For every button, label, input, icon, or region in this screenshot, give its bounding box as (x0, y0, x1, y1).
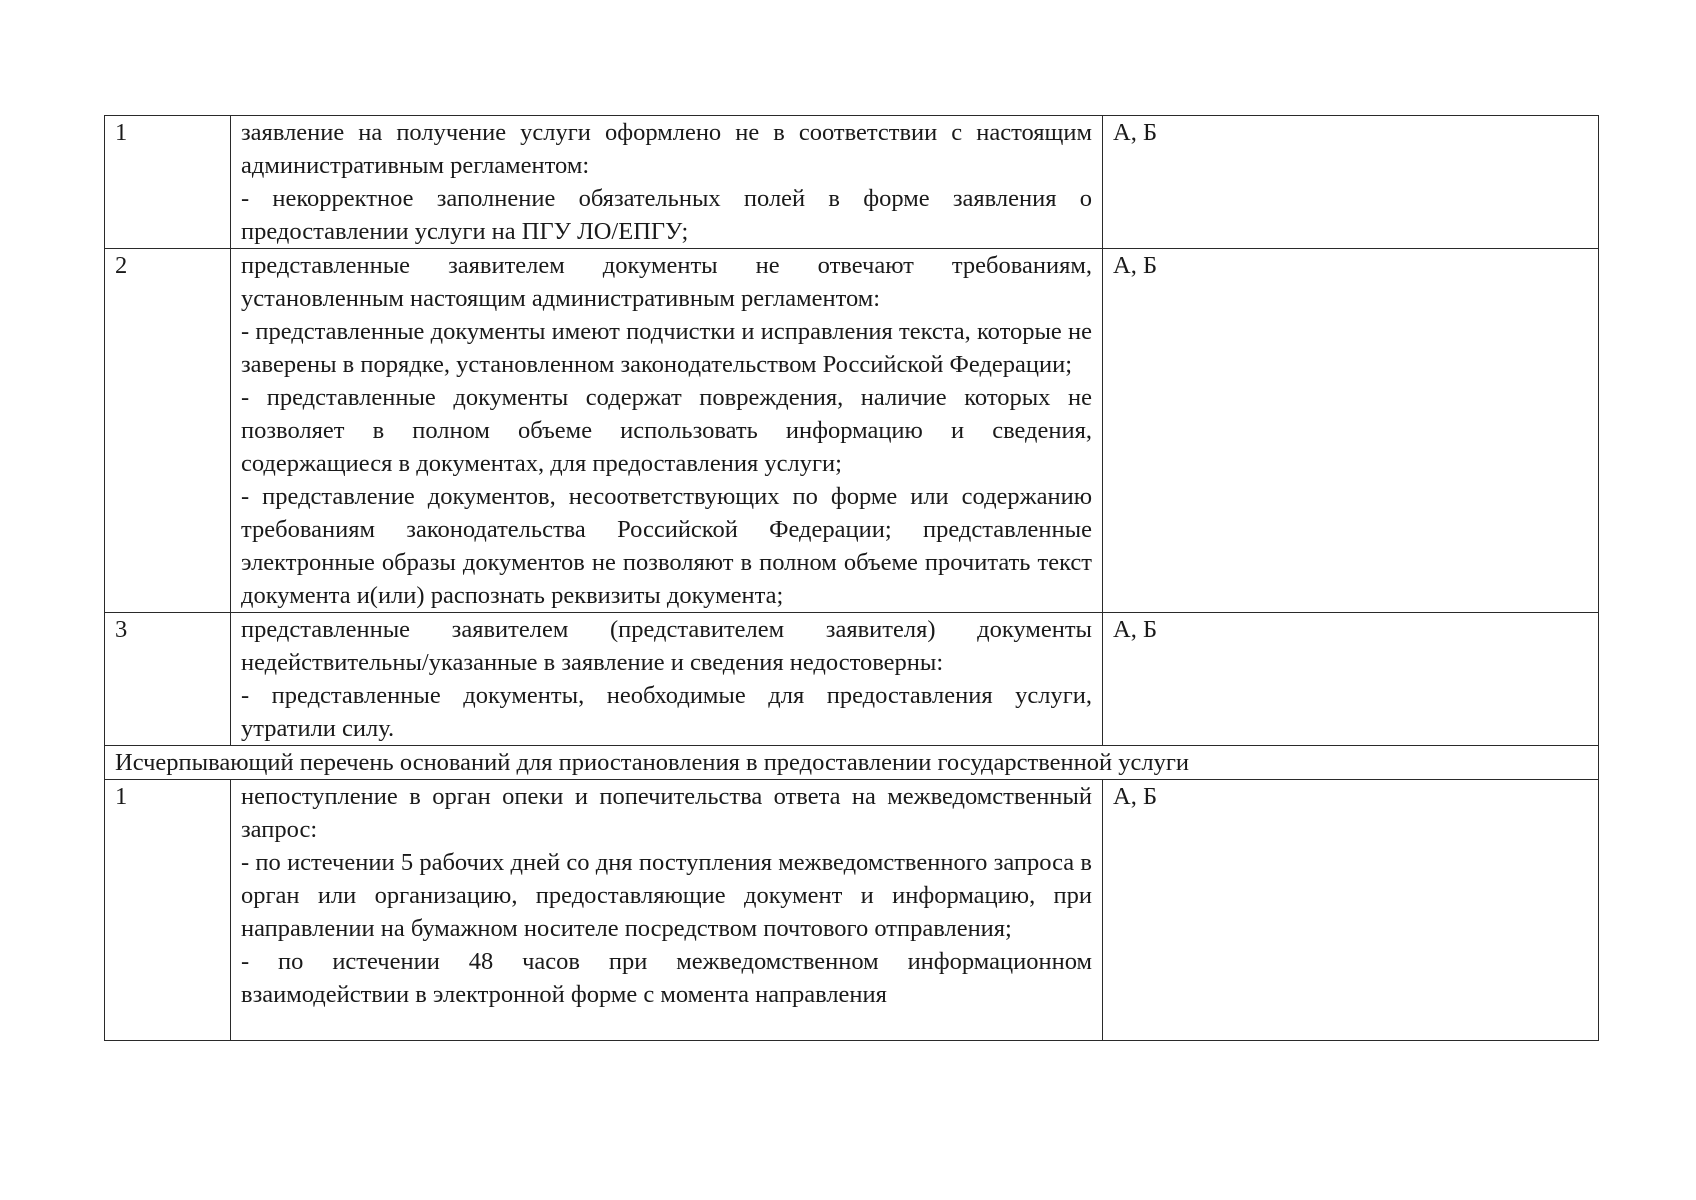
row-paragraph: - представление документов, несоответствующих по форме или содержанию требованиям законодательства Российской Федерации; представленные электронные образы документов не позволяют в полном объеме прочитать текст документа и(или) распознать реквизиты документа; (241, 483, 1092, 609)
row-text (231, 613, 1103, 746)
table-row (105, 249, 1599, 613)
table-row (105, 780, 1599, 1041)
row-number: 2 (105, 249, 231, 613)
row-text (231, 249, 1103, 613)
row-paragraph: - по истечении 48 часов при межведомственном информационном взаимодействии в электронной форме с момента направления (241, 948, 1092, 1008)
row-number: 1 (105, 116, 231, 249)
row-text-clip (241, 780, 1092, 1040)
row-text (231, 780, 1103, 1041)
row-paragraph: непоступление в орган опеки и попечительства ответа на межведомственный запрос: (241, 783, 1092, 843)
row-code: А, Б (1103, 613, 1599, 746)
row-code: А, Б (1103, 780, 1599, 1041)
row-paragraph: заявление на получение услуги оформлено не в соответствии с настоящим административным регламентом: (241, 119, 1092, 179)
row-paragraph: - представленные документы содержат повреждения, наличие которых не позволяет в полном объеме использовать информацию и сведения, содержащиеся в документах, для предоставления услуги; (241, 384, 1092, 477)
row-paragraph: представленные заявителем (представителем заявителя) документы недействительны/указанные в заявление и сведения недостоверны: (241, 616, 1092, 676)
row-paragraph: - некорректное заполнение обязательных полей в форме заявления о предоставлении услуги на ПГУ ЛО/ЕПГУ; (241, 185, 1092, 245)
section-heading: Исчерпывающий перечень оснований для приостановления в предоставлении государственной услуги (105, 746, 1599, 780)
section-heading-row (105, 746, 1599, 780)
row-paragraph: - представленные документы имеют подчистки и исправления текста, которые не заверены в порядке, установленном законодательством Российской Федерации; (241, 318, 1092, 378)
table-row (105, 116, 1599, 249)
grounds-table (104, 115, 1599, 1041)
row-code: А, Б (1103, 116, 1599, 249)
row-code: А, Б (1103, 249, 1599, 613)
row-paragraph: представленные заявителем документы не отвечают требованиям, установленным настоящим административным регламентом: (241, 252, 1092, 312)
row-paragraph: - по истечении 5 рабочих дней со дня поступления межведомственного запроса в орган или организацию, предоставляющие документ и информацию, при направлении на бумажном носителе посредством почтового отправления; (241, 849, 1092, 942)
row-text (231, 116, 1103, 249)
row-number: 3 (105, 613, 231, 746)
table-row (105, 613, 1599, 746)
row-number: 1 (105, 780, 231, 1041)
row-paragraph: - представленные документы, необходимые для предоставления услуги, утратили силу. (241, 682, 1092, 742)
